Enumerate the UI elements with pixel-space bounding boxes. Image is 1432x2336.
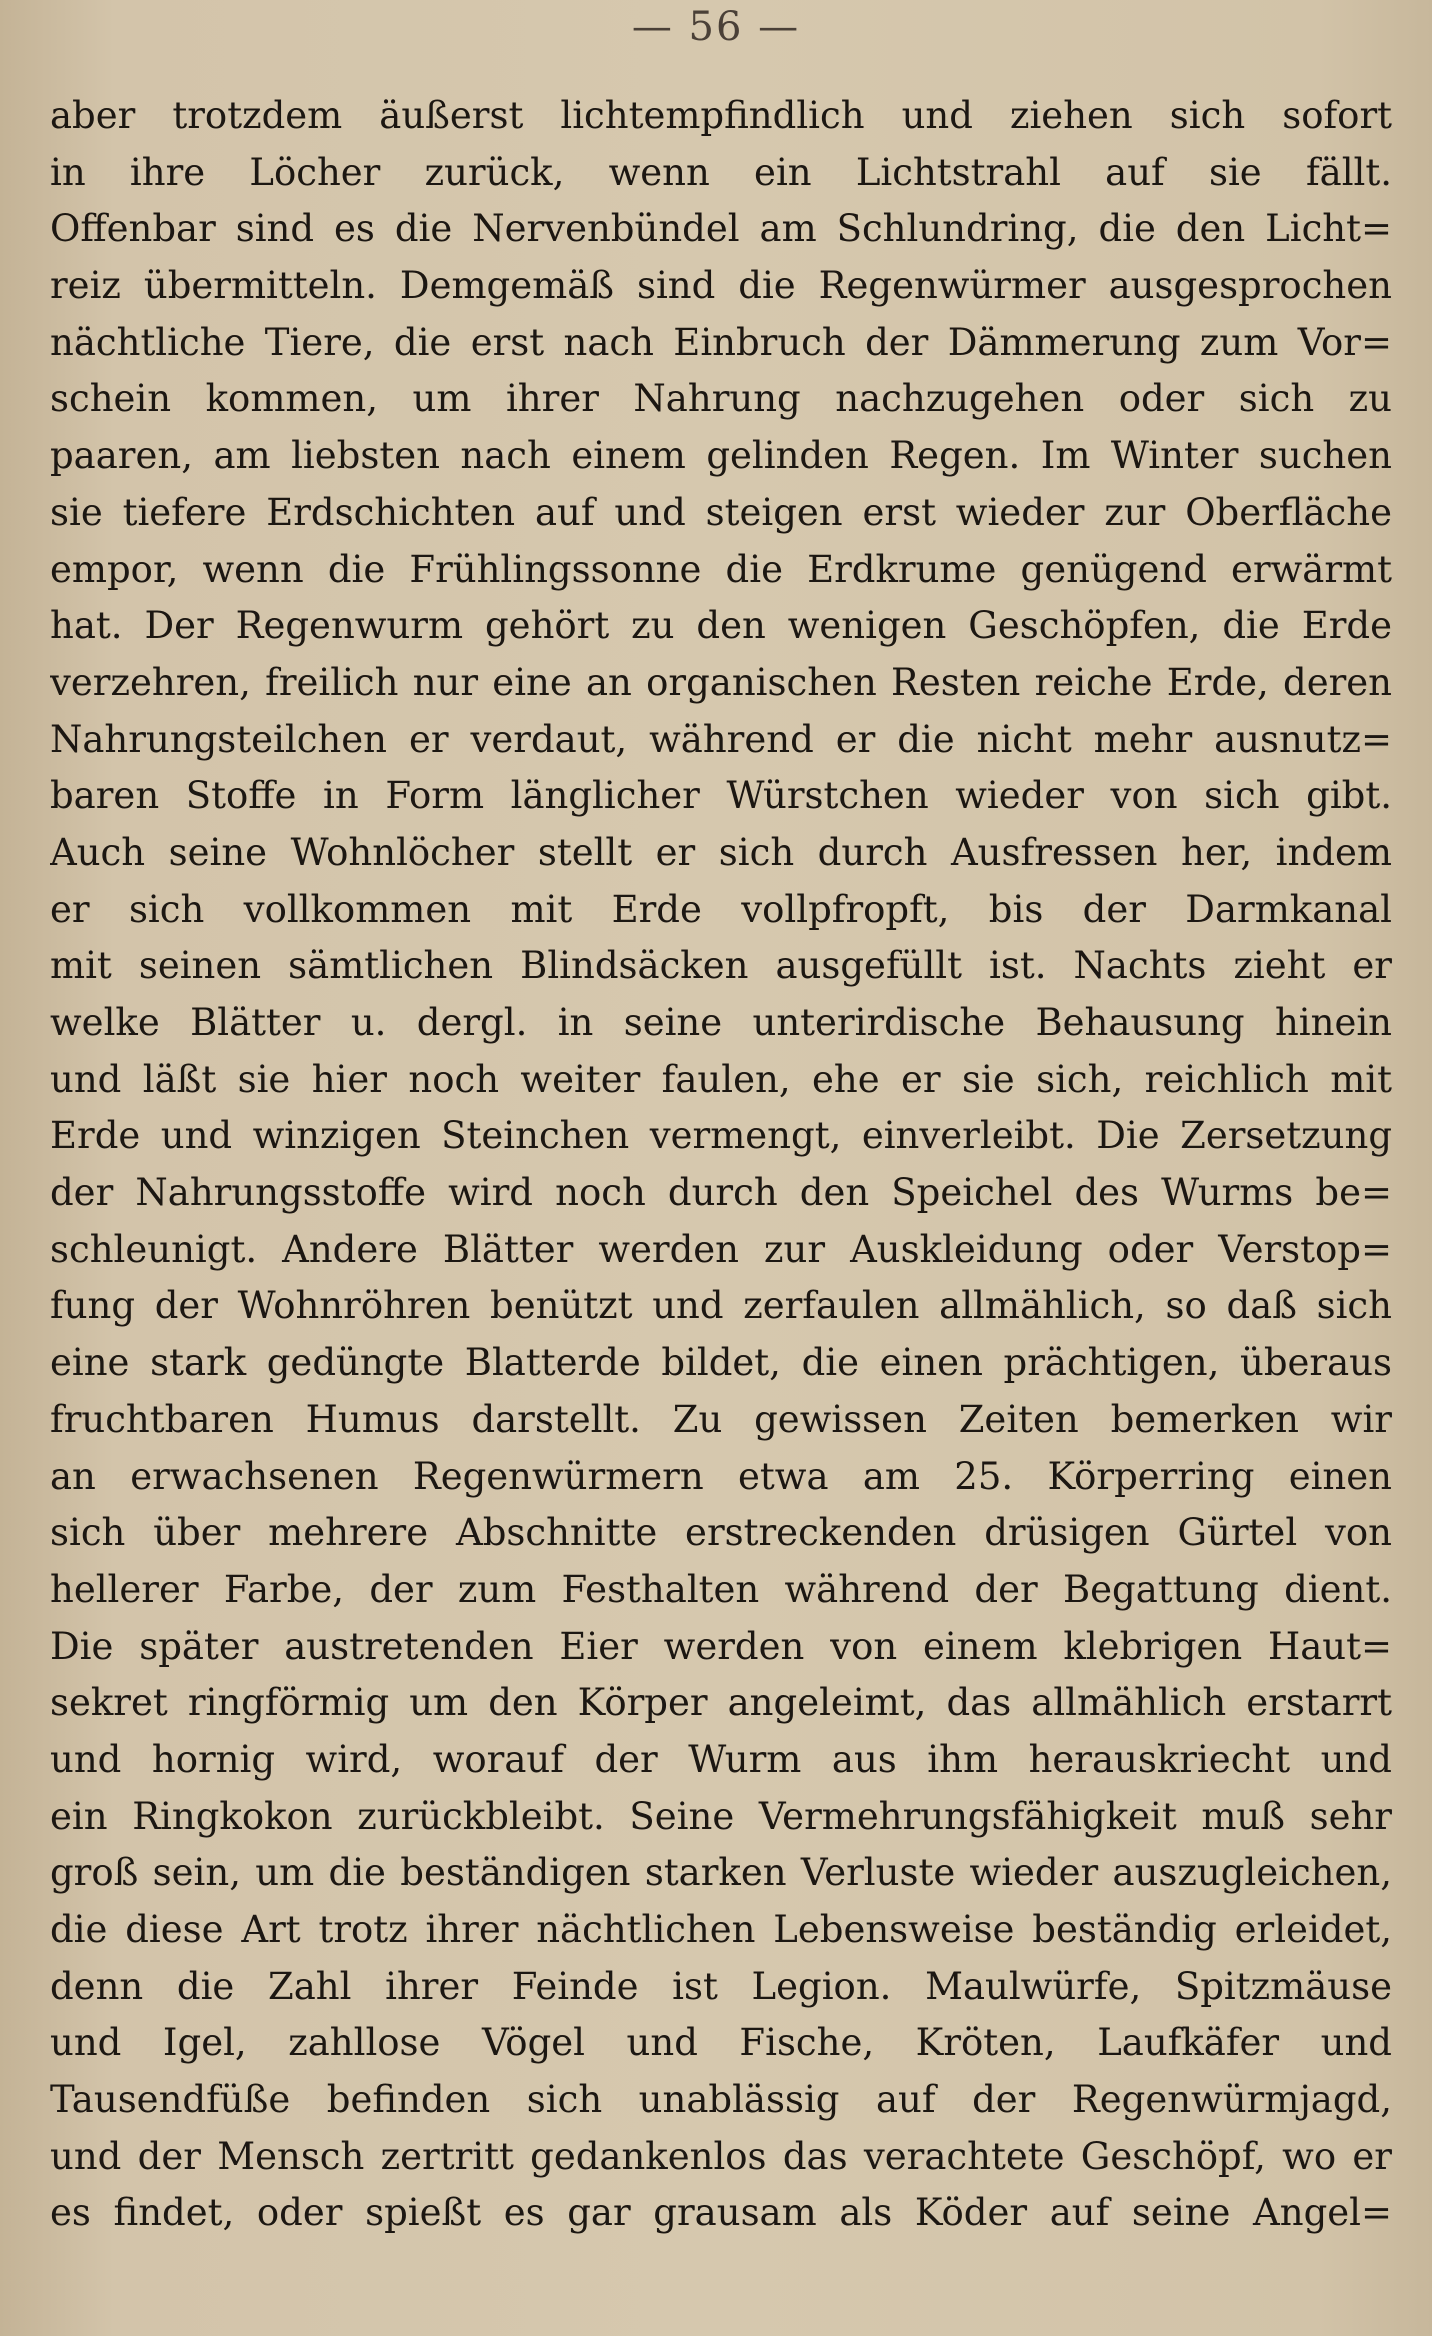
text-line: empor, wenn die Frühlingssonne die Erdkrume genügend erwärmt <box>50 547 1392 591</box>
text-line: und läßt sie hier noch weiter faulen, ehe er sie sich, reichlich mit <box>50 1057 1392 1101</box>
text-line: baren Stoffe in Form länglicher Würstchen wieder von sich gibt. <box>50 774 1392 818</box>
text-line: Erde und winzigen Steinchen vermengt, einverleibt. Die Zersetzung <box>50 1114 1392 1158</box>
text-line: und hornig wird, worauf der Wurm aus ihm herauskriecht und <box>50 1737 1392 1781</box>
body-text <box>50 88 1392 2242</box>
text-line: an erwachsenen Regenwürmern etwa am 25. Körperring einen <box>50 1454 1392 1498</box>
text-line: fruchtbaren Humus darstellt. Zu gewissen Zeiten bemerken wir <box>50 1397 1392 1441</box>
text-line: hellerer Farbe, der zum Festhalten während der Begattung dient. <box>50 1567 1392 1611</box>
text-line: Tausendfüße befinden sich unablässig auf der Regenwürmjagd, <box>50 2078 1392 2122</box>
text-line: welke Blätter u. dergl. in seine unterirdische Behausung hinein <box>50 1001 1392 1044</box>
page-number: — 56 — <box>631 4 801 50</box>
text-line: es findet, oder spießt es gar grausam als Köder auf seine Angel= <box>50 2191 1392 2235</box>
text-line: und der Mensch zertritt gedankenlos das verachtete Geschöpf, wo er <box>50 2134 1392 2178</box>
text-line: verzehren, freilich nur eine an organischen Resten reiche Erde, deren <box>50 660 1392 704</box>
text-line: in ihre Löcher zurück, wenn ein Lichtstrahl auf sie fällt. <box>50 150 1392 194</box>
text-line: sich über mehrere Abschnitte erstreckenden drüsigen Gürtel von <box>50 1511 1392 1555</box>
text-line: die diese Art trotz ihrer nächtlichen Lebensweise beständig erleidet, <box>50 1908 1392 1951</box>
text-line: ein Ringkokon zurückbleibt. Seine Vermehrungsfähigkeit muß sehr <box>50 1794 1392 1838</box>
text-line: schleunigt. Andere Blätter werden zur Auskleidung oder Verstop= <box>50 1227 1392 1271</box>
text-line: sekret ringförmig um den Körper angeleimt, das allmählich erstarrt <box>50 1681 1392 1725</box>
text-line: paaren, am liebsten nach einem gelinden Regen. Im Winter suchen <box>50 434 1392 478</box>
text-line: Auch seine Wohnlöcher stellt er sich durch Ausfressen her, indem <box>50 830 1392 874</box>
text-line: reiz übermitteln. Demgemäß sind die Regenwürmer ausgesprochen <box>50 264 1392 308</box>
text-line: und Igel, zahllose Vögel und Fische, Kröten, Laufkäfer und <box>50 2021 1392 2065</box>
text-line: denn die Zahl ihrer Feinde ist Legion. Maulwürfe, Spitzmäuse <box>50 1964 1392 2008</box>
text-line: schein kommen, um ihrer Nahrung nachzugehen oder sich zu <box>50 377 1392 421</box>
text-line: fung der Wohnröhren benützt und zerfaulen allmählich, so daß sich <box>50 1284 1392 1328</box>
text-line: Nahrungsteilchen er verdaut, während er die nicht mehr ausnutz= <box>50 717 1392 761</box>
text-line: eine stark gedüngte Blatterde bildet, die einen prächtigen, überaus <box>50 1341 1392 1385</box>
text-line: hat. Der Regenwurm gehört zu den wenigen Geschöpfen, die Erde <box>50 604 1392 648</box>
text-line: nächtliche Tiere, die erst nach Einbruch der Dämmerung zum Vor= <box>50 320 1392 364</box>
text-line: Offenbar sind es die Nervenbündel am Schlundring, die den Licht= <box>50 207 1392 251</box>
text-line: der Nahrungsstoffe wird noch durch den Speichel des Wurms be= <box>50 1171 1392 1215</box>
text-line: er sich vollkommen mit Erde vollpfropft, bis der Darmkanal <box>50 887 1392 931</box>
text-line: groß sein, um die beständigen starken Verluste wieder auszugleichen, <box>50 1851 1392 1895</box>
text-line: mit seinen sämtlichen Blindsäcken ausgefüllt ist. Nachts zieht er <box>50 944 1392 988</box>
text-line: aber trotzdem äußerst lichtempfindlich und ziehen sich sofort <box>50 94 1392 137</box>
text-line: Die später austretenden Eier werden von einem klebrigen Haut= <box>50 1624 1392 1668</box>
text-line: sie tiefere Erdschichten auf und steigen erst wieder zur Oberfläche <box>50 490 1392 534</box>
